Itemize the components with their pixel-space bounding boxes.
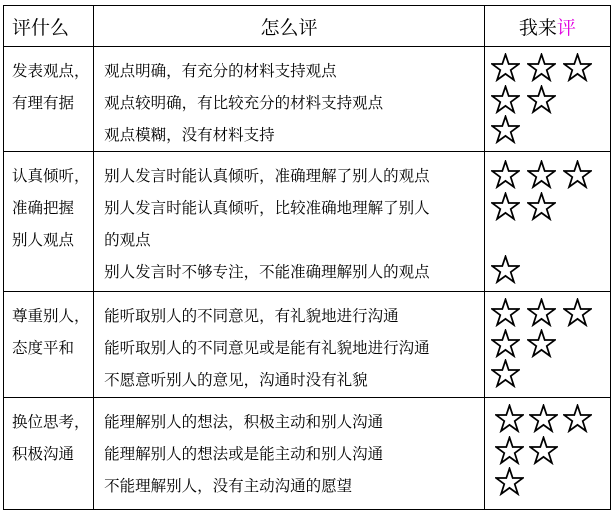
- star-outline-icon: [491, 298, 520, 327]
- header-rate: [484, 6, 610, 47]
- criteria-line: 别人发言时不够专注，不能准确理解别人的观点: [104, 263, 430, 281]
- header-rate-highlight: 评: [556, 16, 576, 39]
- criteria-cell: [94, 292, 485, 398]
- criteria-line: 别人发言时能认真倾听，准确理解了别人的观点: [104, 167, 430, 185]
- rating-cell: [484, 152, 610, 292]
- star-outline-icon: [563, 53, 592, 82]
- header-how: 怎么评: [94, 6, 485, 47]
- category-cell: [4, 398, 94, 510]
- star-outline-icon: [563, 298, 592, 327]
- star-outline-icon: [527, 192, 556, 221]
- category-cell: [4, 292, 94, 398]
- star-outline-icon: [495, 404, 524, 433]
- star-outline-icon: [563, 404, 592, 433]
- category-line: 积极沟通: [12, 445, 75, 463]
- star-outline-icon: [491, 255, 520, 284]
- star-outline-icon: [491, 115, 520, 144]
- star-outline-icon: [491, 192, 520, 221]
- category-cell: [4, 47, 94, 152]
- star-outline-icon: [495, 436, 524, 465]
- criteria-line: 不愿意听别人的意见，沟通时没有礼貌: [104, 371, 368, 389]
- criteria-line: 观点模糊，没有材料支持: [104, 126, 275, 144]
- star-outline-icon: [491, 85, 520, 114]
- rating-cell: [484, 398, 610, 510]
- category-line: 有理有据: [12, 94, 75, 112]
- star-outline-icon: [529, 436, 558, 465]
- star-outline-icon: [563, 160, 592, 189]
- header-what: 评什么: [4, 6, 94, 47]
- header-rate-prefix: 我来: [518, 16, 557, 39]
- table-row: [4, 292, 611, 398]
- category-line: 准确把握: [12, 199, 75, 217]
- category-line: 认真倾听，: [12, 167, 90, 185]
- header-row: [4, 6, 611, 47]
- rating-cell: [484, 47, 610, 152]
- criteria-line: 的观点: [104, 231, 151, 249]
- table-row: [4, 152, 611, 292]
- evaluation-table: [3, 5, 611, 510]
- category-line: 发表观点，: [12, 62, 90, 80]
- star-outline-icon: [527, 329, 556, 358]
- star-outline-icon: [527, 53, 556, 82]
- table-row: [4, 47, 611, 152]
- category-line: 别人观点: [12, 231, 75, 249]
- criteria-cell: [94, 152, 485, 292]
- category-line: 态度平和: [12, 339, 75, 357]
- star-outline-icon: [491, 53, 520, 82]
- star-outline-icon: [491, 160, 520, 189]
- criteria-line: 能听取别人的不同意见或是能有礼貌地进行沟通: [104, 339, 430, 357]
- rating-cell: [484, 292, 610, 398]
- criteria-line: 别人发言时能认真倾听，比较准确地理解了别人: [104, 199, 430, 217]
- criteria-line: 能听取别人的不同意见，有礼貌地进行沟通: [104, 307, 399, 325]
- criteria-line: 观点较明确，有比较充分的材料支持观点: [104, 94, 384, 112]
- category-line: 换位思考，: [12, 413, 90, 431]
- star-outline-icon: [491, 359, 520, 388]
- category-cell: [4, 152, 94, 292]
- criteria-line: 不能理解别人，没有主动沟通的愿望: [104, 477, 353, 495]
- table-row: [4, 398, 611, 510]
- criteria-line: 观点明确，有充分的材料支持观点: [104, 62, 337, 80]
- criteria-cell: [94, 398, 485, 510]
- star-outline-icon: [527, 160, 556, 189]
- category-line: 尊重别人，: [12, 307, 90, 325]
- criteria-cell: [94, 47, 485, 152]
- criteria-line: 能理解别人的想法，积极主动和别人沟通: [104, 413, 384, 431]
- star-outline-icon: [529, 404, 558, 433]
- criteria-line: 能理解别人的想法或是能主动和别人沟通: [104, 445, 384, 463]
- star-outline-icon: [527, 298, 556, 327]
- star-outline-icon: [491, 329, 520, 358]
- star-outline-icon: [527, 85, 556, 114]
